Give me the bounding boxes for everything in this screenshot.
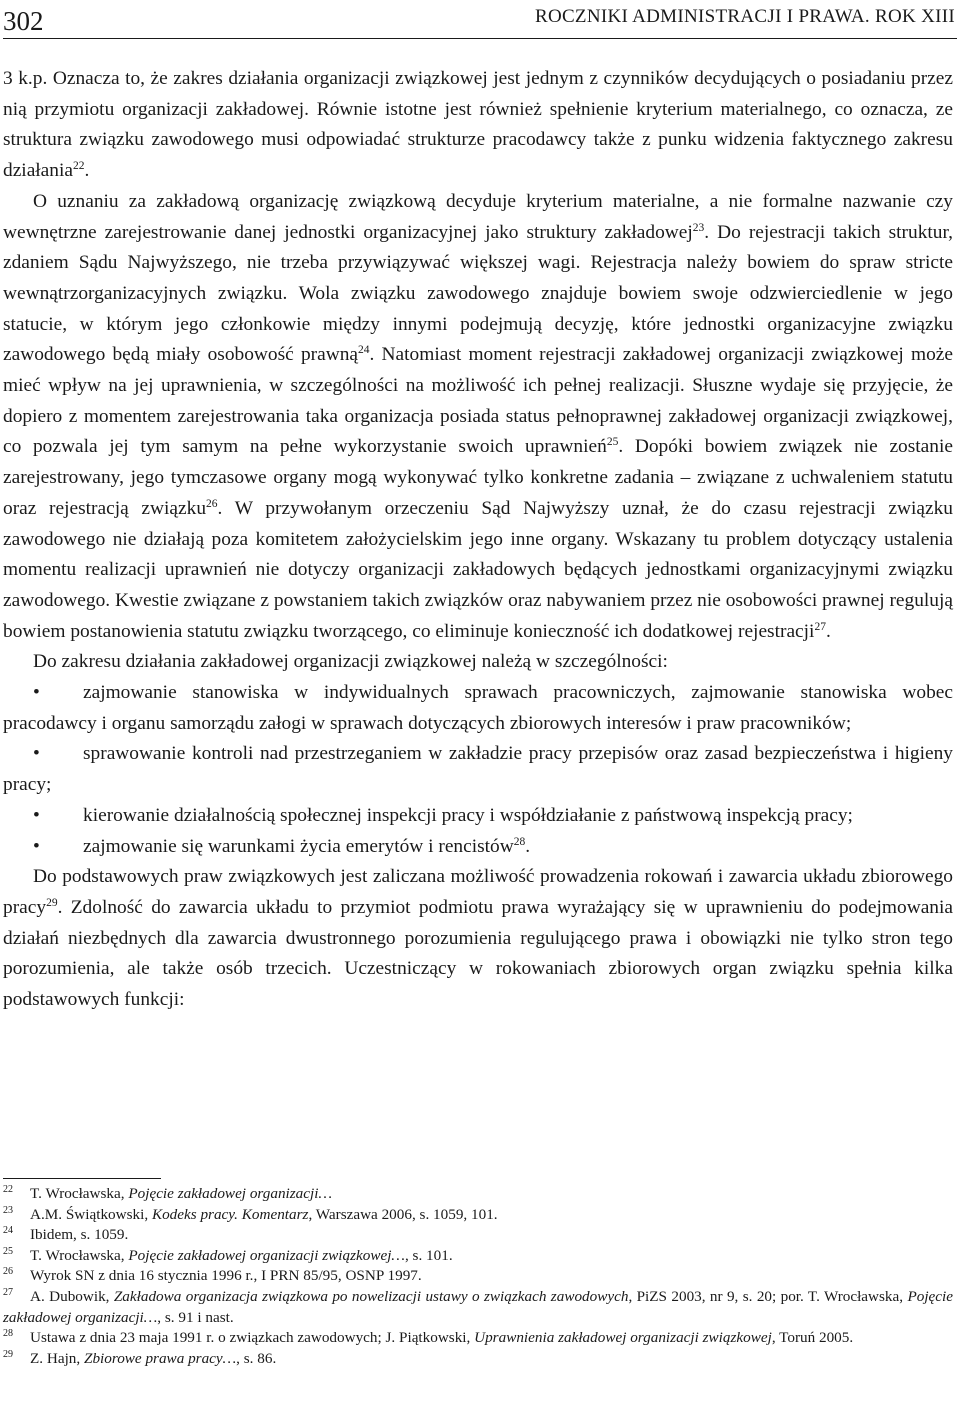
footnote-24: 24 Ibidem, s. 1059. <box>3 1225 129 1244</box>
footnote-27: 27 A. Dubowik, Zakładowa organizacja związkowa po nowelizacji ustawy o związkach zawodowych, PiZS 2003, nr 9, s. 20; por. T. Wrocławska, Pojęcie zakładowej organizacji…, s. 91 i nast. <box>3 1286 953 1326</box>
bullet-item-text: kierowanie działalnością społecznej inspekcji pracy i współdziałanie z państwową inspekcją pracy; <box>83 804 853 826</box>
footnote-ref-29[interactable]: 29 <box>46 896 58 909</box>
footnote-ref-27[interactable]: 27 <box>814 620 826 633</box>
paragraph-1-end: . <box>84 160 90 182</box>
footnotes <box>3 1184 953 1369</box>
bullet-item-text: sprawowanie kontroli nad przestrzeganiem w zakładzie pracy przepisów oraz zasad bezpieczeństwa i higieny pracy; <box>3 743 953 796</box>
paragraph-1-text: 3 k.p. Oznacza to, że zakres działania organizacji związkowej jest jednym z czynników decydujących o posiadaniu przez nią przymiotu organizacji zakładowej. Równie istotne jest również spełnienie kryterium materialnego, co oznacza, ze struktura związku zawodowego musi odpowiadać strukturze pracodawcy także z punku widzenia faktycznego zakresu działania <box>3 68 953 182</box>
footnote-ref-26[interactable]: 26 <box>206 497 218 510</box>
footnote-text: A.M. Świątkowski, <box>30 1205 152 1223</box>
footnote-22: 22 T. Wrocławska, Pojęcie zakładowej organizacji… <box>3 1184 332 1202</box>
paragraph-2-text-b: . Do rejestracji takich struktur, zdaniem Sądu Najwyższego, nie trzeba przywiązywać większej wagi. Rejestracja należy bowiem do spraw stricte wewnątrzorganizacyjnych związku. Wola związku zawodowego znajduje bowiem swoje odzwierciedlenie w jego statucie, w którym jego członkowie między innymi podejmują decyzję, które jednostki organizacyjne związku zawodowego będą miały osobowość prawną <box>3 221 953 366</box>
footnote-28: 28 Ustawa z dnia 23 maja 1991 r. o związkach zawodowych; J. Piątkowski, Uprawnienia zakładowej organizacji związkowej, Toruń 2005. <box>3 1328 854 1347</box>
footnote-26: 26 Wyrok SN z dnia 16 stycznia 1996 r., I PRN 85/95, OSNP 1997. <box>3 1266 422 1285</box>
footnote-title: Pojęcie zakładowej organizacji… <box>128 1185 332 1202</box>
footnote-text: Ibidem, s. 1059. <box>30 1226 129 1244</box>
footnote-ref-23[interactable]: 23 <box>692 221 705 234</box>
footnote-rule <box>3 1178 161 1179</box>
footnote-text: Z. Hajn, <box>30 1349 84 1367</box>
body-text <box>3 64 953 1016</box>
bullet-dot-icon: • <box>33 743 40 765</box>
footnote-text-end: , Warszawa 2006, s. 1059, 101. <box>308 1205 498 1223</box>
header-rule <box>3 38 957 39</box>
running-head: ROCZNIKI ADMINISTRACJI I PRAWA. ROK XIII <box>534 6 955 27</box>
paragraph-3: Do zakresu działania zakładowej organizacji związkowej należą w szczególności: <box>33 651 668 673</box>
footnote-text-end: , s. 91 i nast. <box>157 1308 234 1326</box>
footnote-title: Pojęcie zakładowej organizacji związkowej… <box>128 1246 405 1264</box>
paragraph-2-text-a: O uznaniu za zakładową organizację związkową decyduje kryterium materialne, a nie formalne nazwanie czy wewnętrzne zarejestrowanie danej jednostki organizacyjnej jako struktury zakładowej <box>3 190 953 243</box>
footnote-text-mid: , PiZS 2003, nr 9, s. 20; por. T. Wrocławska, <box>628 1287 908 1305</box>
bullet-dot-icon: • <box>33 804 40 826</box>
footnote-29: 29 Z. Hajn, Zbiorowe prawa pracy…, s. 86. <box>3 1348 277 1367</box>
paragraph-2-text-c: . Natomiast moment rejestracji zakładowej organizacji związkowej może mieć wpływ na jej uprawnienia, w szczególności na możliwość ich pełnej realizacji. Słuszne wydaje się przyjęcie, że dopiero z momentem zarejestrowania taka organizacja posiada status pełnoprawnej zakładowej organizacji związkowej, co pozwala jej tym samym na pełne wykorzystanie swoich uprawnień <box>3 344 953 458</box>
footnote-text: Wyrok SN z dnia 16 stycznia 1996 r., I PRN 85/95, OSNP 1997. <box>30 1267 422 1285</box>
bullet-item-end: . <box>525 835 531 857</box>
footnote-text-end: , Toruń 2005. <box>771 1329 854 1347</box>
paragraph-2-text-e: . W przywołanym orzeczeniu Sąd Najwyższy uznał, że do czasu rejestracji związku zawodowego nie działają poza komitetem założycielskim jego inne organy. Wskazany tu problem dotyczący ustalenia momentu realizacji uprawnień nie dotyczy organizacji zakładowych będących jednostkami organizacyjnymi związku zawodowego. Kwestie związane z powstaniem takich związków oraz nabywaniem przez nie osobowości prawnej regulują bowiem postanowienia statutu związku tworzącego, co eliminuje konieczność ich dodatkowej rejestracji <box>3 497 953 642</box>
footnote-ref-24[interactable]: 24 <box>358 344 370 357</box>
paragraph-4-text-a: Do podstawowych praw związkowych jest zaliczana możliwość prowadzenia rokowań i zawarcia układu zbiorowego pracy <box>3 866 953 918</box>
footnote-title: Uprawnienia zakładowej organizacji związkowej <box>474 1329 772 1347</box>
footnote-text: Ustawa z dnia 23 maja 1991 r. o związkach zawodowych; J. Piątkowski, <box>30 1329 475 1347</box>
bullet-item <box>3 801 953 832</box>
bullet-dot-icon: • <box>33 682 40 704</box>
footnote-ref-22[interactable]: 22 <box>72 160 85 173</box>
paragraph-4 <box>3 862 953 1016</box>
footnote-text-end: , s. 101. <box>404 1246 453 1264</box>
footnote-text: T. Wrocławska, <box>30 1185 129 1202</box>
bullet-item <box>3 678 953 739</box>
footnote-ref-28[interactable]: 28 <box>513 835 526 848</box>
footnote-text-end: , s. 86. <box>236 1349 277 1367</box>
footnote-text: T. Wrocławska, <box>30 1246 129 1264</box>
bullet-item <box>3 832 953 863</box>
page-number: 302 <box>3 6 44 36</box>
paragraph-4-text-b: . Zdolność do zawarcia układu to przymiot podmiotu prawa wyrażający się w uprawnieniu do podejmowania działań niezbędnych dla zawarcia dwustronnego porozumienia regulującego prawa i obowiązki nie tylko stron tego porozumienia, ale także osób trzecich. Uczestniczący w rokowaniach zbiorowych organ związku spełnia kilka podstawowych funkcji: <box>3 896 953 1011</box>
bullet-item-text: zajmowanie się warunkami życia emerytów i rencistów <box>83 835 514 857</box>
bullet-item <box>3 739 953 800</box>
footnote-title: Zakładowa organizacja związkowa po nowelizacji ustawy o związkach zawodowych <box>113 1287 629 1305</box>
footnote-25: 25 T. Wrocławska, Pojęcie zakładowej organizacji związkowej…, s. 101. <box>3 1245 453 1264</box>
paragraph-2-end: . <box>825 620 831 642</box>
page-header <box>3 2 957 38</box>
paragraph-2-text-d: . Dopóki bowiem związek nie zostanie zarejestrowany, jego tymczasowe organy mogą wykonywać tylko konkretne zadania – związane z uchwaleniem statutu oraz rejestracją związku <box>3 436 953 519</box>
footnote-title-2: Pojęcie zakładowej organizacji… <box>3 1287 953 1326</box>
footnote-title: Zbiorowe prawa pracy… <box>84 1349 237 1367</box>
footnote-text: A. Dubowik, <box>30 1287 114 1305</box>
paragraph-2 <box>3 187 953 648</box>
bullet-dot-icon: • <box>33 835 40 857</box>
footnote-title: Kodeks pracy. Komentarz <box>151 1205 309 1223</box>
footnote-ref-25[interactable]: 25 <box>606 436 619 449</box>
bullet-item-text: zajmowanie stanowiska w indywidualnych sprawach pracowniczych, zajmowanie stanowiska wobec pracodawcy i organu samorządu załogi w sprawach dotyczących zbiorowych interesów i praw pracowników; <box>3 682 953 734</box>
paragraph-1 <box>3 64 953 187</box>
footnote-23: 23 A.M. Świątkowski, Kodeks pracy. Komentarz, Warszawa 2006, s. 1059, 101. <box>3 1204 498 1223</box>
